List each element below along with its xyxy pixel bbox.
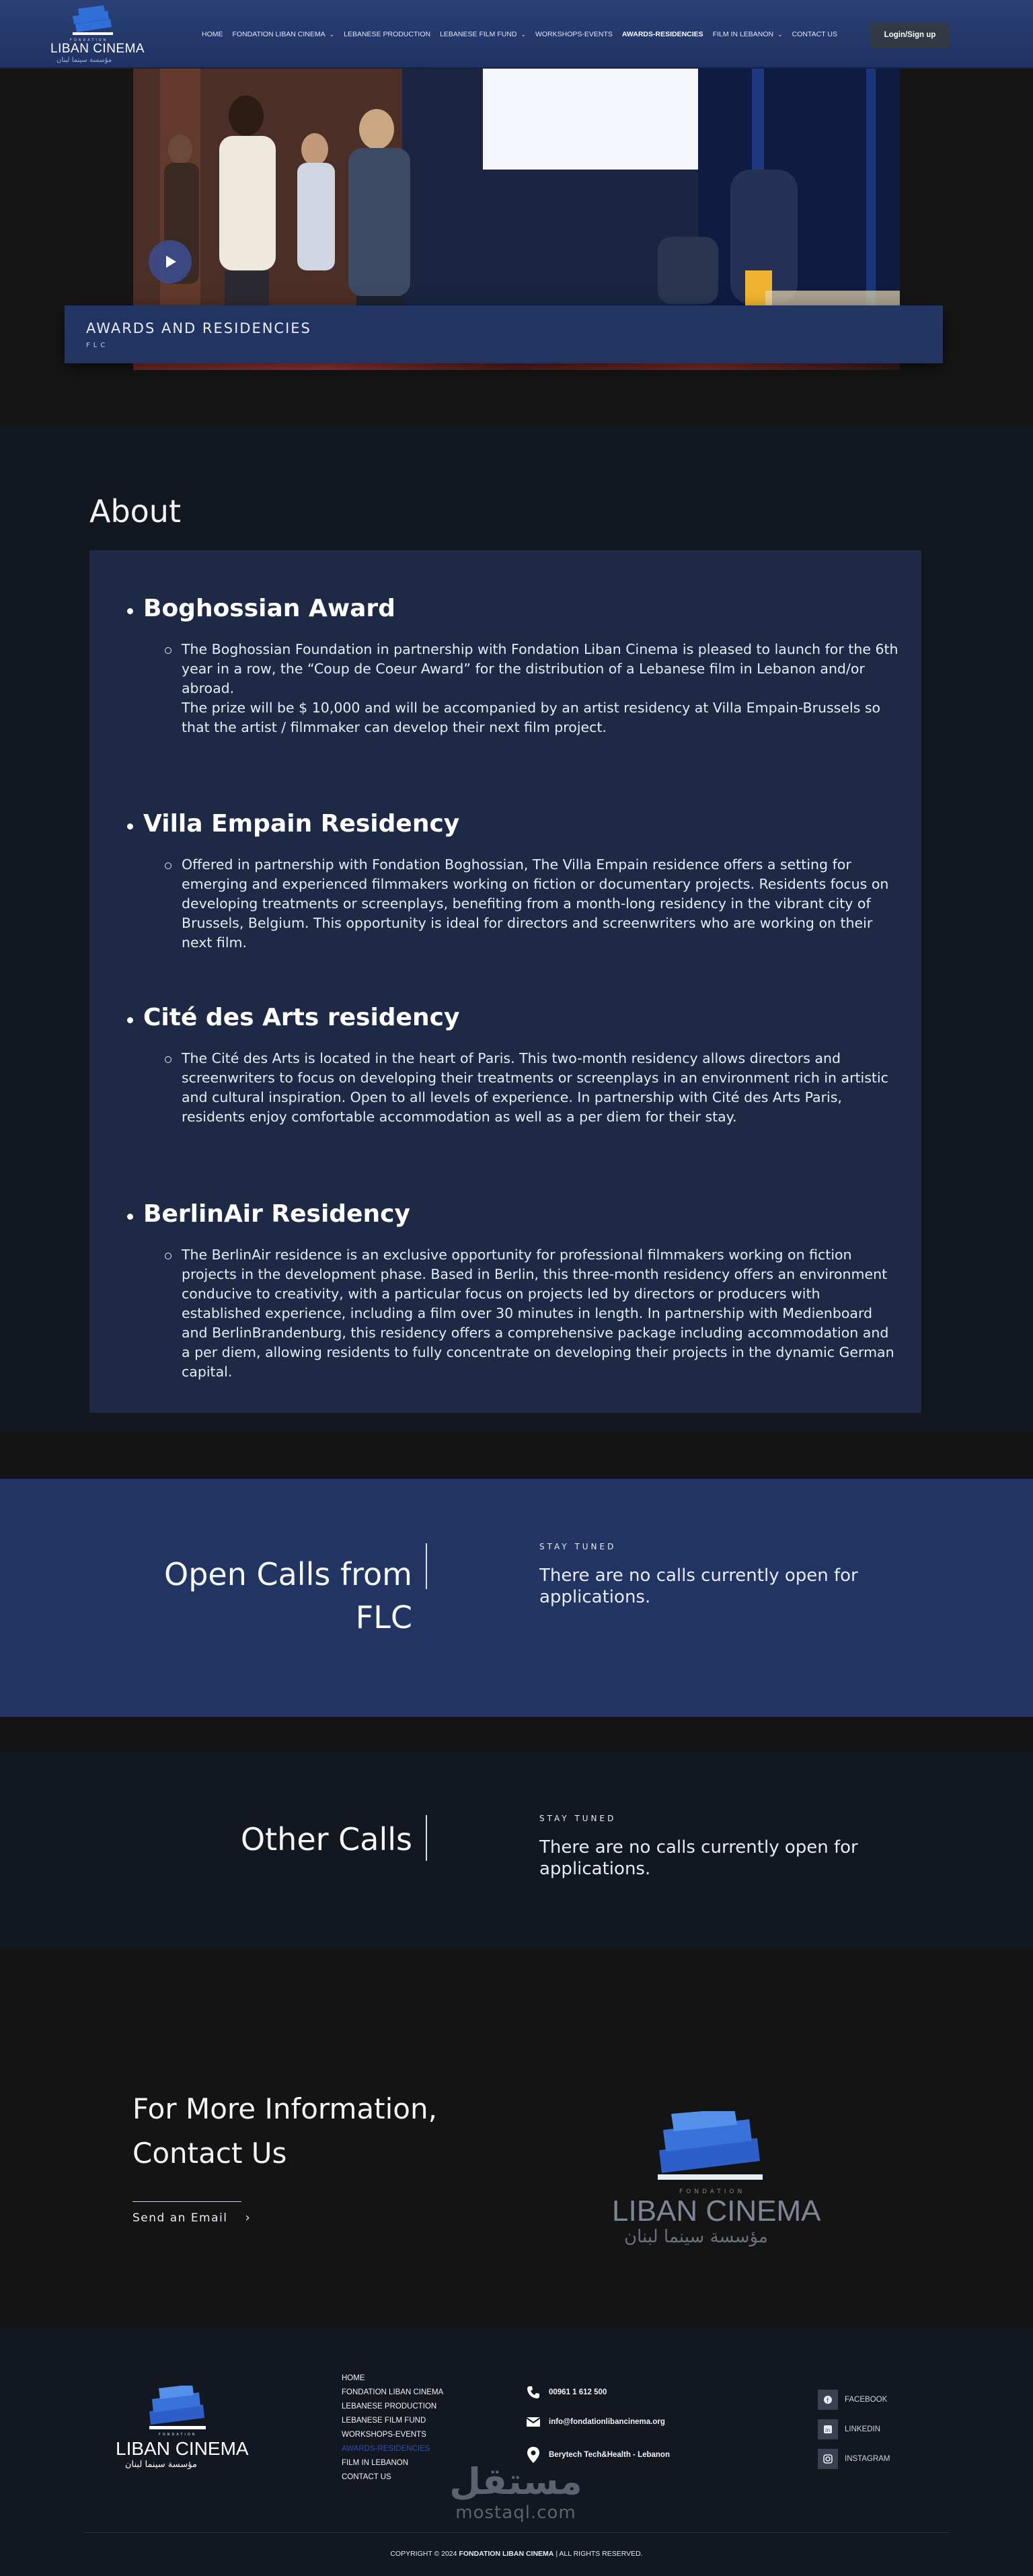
logo-arabic: مؤسسة سينما لبنان <box>624 2227 768 2247</box>
award-title: Cité des Arts residency <box>143 1004 460 1031</box>
facebook-icon <box>818 2390 838 2410</box>
logo-top-text: FONDATION <box>70 38 108 42</box>
award-description: The Cité des Arts is located in the heart of Paris. This two-month residency allows directors and screenwriters to focus on developing their treatments or screenplays in an environment rich in artistic and cultural inspiration. Open to all levels of experience. In partnership with Cité des Arts Paris, residents enjoy comfortable accommodation as well as a per diem for their stay. <box>182 1050 888 1125</box>
footer-link-workshops[interactable]: WORKSHOPS-EVENTS <box>342 2431 426 2439</box>
open-calls-message: There are no calls currently open for applications. <box>539 1566 858 1607</box>
phone-icon <box>526 2385 541 2400</box>
chevron-right-icon: › <box>245 2211 252 2225</box>
watermark: مستقل mostaql.com <box>449 2460 582 2523</box>
chevron-down-icon: ⌄ <box>777 30 783 38</box>
site-header <box>0 0 1033 69</box>
social-instagram[interactable]: INSTAGRAM <box>818 2449 890 2469</box>
logo-name: LIBAN CINEMA <box>50 42 145 56</box>
footer-link-fondation[interactable]: FONDATION LIBAN CINEMA <box>342 2388 444 2396</box>
copyright: COPYRIGHT © 2024 FONDATION LIBAN CINEMA | ALL RIGHTS RESERVED. <box>390 2550 643 2558</box>
list-sub-bullet <box>165 1253 171 1259</box>
logo-arabic: مؤسسة سينما لبنان <box>56 57 112 64</box>
main-nav <box>202 30 847 39</box>
footer-logo[interactable] <box>116 2386 249 2470</box>
footer-link-film-in-lebanon[interactable]: FILM IN LEBANON <box>342 2459 409 2467</box>
footer-phone[interactable]: 00961 1 612 500 <box>526 2385 607 2400</box>
contact-divider <box>132 2201 241 2202</box>
list-bullet <box>127 608 133 614</box>
nav-contact-us[interactable]: CONTACT US <box>792 30 837 38</box>
award-title: Villa Empain Residency <box>143 810 460 838</box>
page-subtitle: FLC <box>86 342 109 349</box>
list-sub-bullet <box>165 647 171 654</box>
other-calls-section <box>0 1751 1033 1948</box>
login-signup-button[interactable]: Login/Sign up <box>870 22 950 48</box>
nav-workshops-events[interactable]: WORKSHOPS-EVENTS <box>535 30 613 38</box>
nav-film-in-lebanon[interactable]: FILM IN LEBANON ⌄ <box>712 30 783 38</box>
site-logo[interactable] <box>46 4 145 65</box>
logo-name: LIBAN CINEMA <box>612 2195 821 2228</box>
other-calls-eyebrow: STAY TUNED <box>539 1814 617 1823</box>
logo-top-text: FONDATION <box>159 2433 197 2437</box>
award-description: Offered in partnership with Fondation Boghossian, The Villa Empain residence offers a setting for emerging and experienced filmmakers working on fiction or documentary projects. Residents focus on developing treatments or screenplays, benefiting from a month-long residency in the vibrant city of Brussels, Belgium. This opportunity is ideal for directors and screenwriters who are working on their next film. <box>182 856 889 951</box>
footer-address[interactable]: Berytech Tech&Health - Lebanon <box>526 2446 670 2464</box>
list-bullet <box>127 1017 133 1023</box>
footer-nav <box>342 2371 443 2485</box>
footer-link-awards[interactable]: AWARDS-RESIDENCIES <box>342 2445 430 2453</box>
film-strip-logo-icon <box>609 2111 818 2192</box>
envelope-icon <box>526 2416 541 2428</box>
footer-link-home[interactable]: HOME <box>342 2374 365 2382</box>
footer-email[interactable]: info@fondationlibancinema.org <box>526 2416 665 2428</box>
list-sub-bullet <box>165 862 171 869</box>
open-calls-eyebrow: STAY TUNED <box>539 1542 617 1551</box>
other-calls-message: There are no calls currently open for applications. <box>539 1837 858 1879</box>
chevron-down-icon: ⌄ <box>521 30 526 38</box>
open-calls-divider <box>426 1543 427 1589</box>
other-calls-heading: Other Calls <box>240 1821 412 1857</box>
nav-lebanese-production[interactable]: LEBANESE PRODUCTION <box>344 30 431 38</box>
instagram-icon <box>818 2449 838 2469</box>
open-calls-heading: Open Calls from FLC <box>164 1556 412 1635</box>
list-sub-bullet <box>165 1056 171 1063</box>
logo-top-text: FONDATION <box>679 2188 746 2195</box>
play-icon <box>161 253 179 270</box>
award-title: Boghossian Award <box>143 595 395 622</box>
social-facebook[interactable]: f FACEBOOK <box>818 2390 887 2410</box>
hero-title-banner <box>65 305 943 363</box>
nav-home[interactable]: HOME <box>202 30 223 38</box>
award-description: The BerlinAir residence is an exclusive opportunity for professional filmmakers working on fiction projects in the development phase. Based in Berlin, this three-month residency offers an environment conducive to creativity, with a particular focus on projects led by directors or producers with established experience, including a film over 30 minutes in length. In partnership with Medienboard and BerlinBrandenburg, this residency offers a comprehensive package including accommodation and a per diem, allowing residents to fully concentrate on developing their projects in the dynamic German capital. <box>182 1247 894 1380</box>
nav-awards-residencies[interactable]: AWARDS-RESIDENCIES <box>621 30 703 38</box>
film-strip-logo-icon <box>116 2386 243 2433</box>
play-video-button[interactable] <box>149 240 192 283</box>
footer-divider <box>83 2532 950 2533</box>
award-description: The Boghossian Foundation in partnership with Fondation Liban Cinema is pleased to launch for the 6th year in a row, the “Coup de Coeur Award” for the distribution of a Lebanese film in Lebanon and/or abroad. The prize will be $ 10,000 and will be accompanied by an artist residency at Villa Empain-Brussels so that the artist / filmmaker can develop their next film project. <box>182 641 898 735</box>
svg-text:in: in <box>825 2427 831 2433</box>
other-calls-divider <box>426 1815 427 1861</box>
award-title: BerlinAir Residency <box>143 1200 410 1228</box>
list-bullet <box>127 1214 133 1220</box>
linkedin-icon <box>818 2419 838 2439</box>
open-calls-section <box>0 1479 1033 1717</box>
list-bullet <box>127 823 133 830</box>
send-email-link[interactable]: Send an Email › <box>132 2211 252 2225</box>
awards-list <box>89 550 921 1413</box>
logo-arabic: مؤسسة سينما لبنان <box>125 2460 197 2470</box>
page-title: AWARDS AND RESIDENCIES <box>86 320 311 336</box>
footer-link-lebanese-film-fund[interactable]: LEBANESE FILM FUND <box>342 2417 426 2425</box>
nav-fondation-liban-cinema[interactable]: FONDATION LIBAN CINEMA ⌄ <box>232 30 335 38</box>
footer-link-contact[interactable]: CONTACT US <box>342 2473 391 2481</box>
chevron-down-icon: ⌄ <box>329 30 335 38</box>
social-linkedin[interactable]: in LINKEDIN <box>818 2419 880 2439</box>
logo-name: LIBAN CINEMA <box>116 2438 249 2459</box>
film-strip-logo-icon <box>46 4 140 42</box>
about-heading: About <box>89 493 182 529</box>
contact-logo <box>609 2111 821 2247</box>
svg-text:f: f <box>827 2398 829 2404</box>
nav-lebanese-film-fund[interactable]: LEBANESE FILM FUND ⌄ <box>440 30 526 38</box>
contact-heading: For More Information, Contact Us <box>132 2092 437 2170</box>
footer-link-lebanese-production[interactable]: LEBANESE PRODUCTION <box>342 2402 437 2411</box>
